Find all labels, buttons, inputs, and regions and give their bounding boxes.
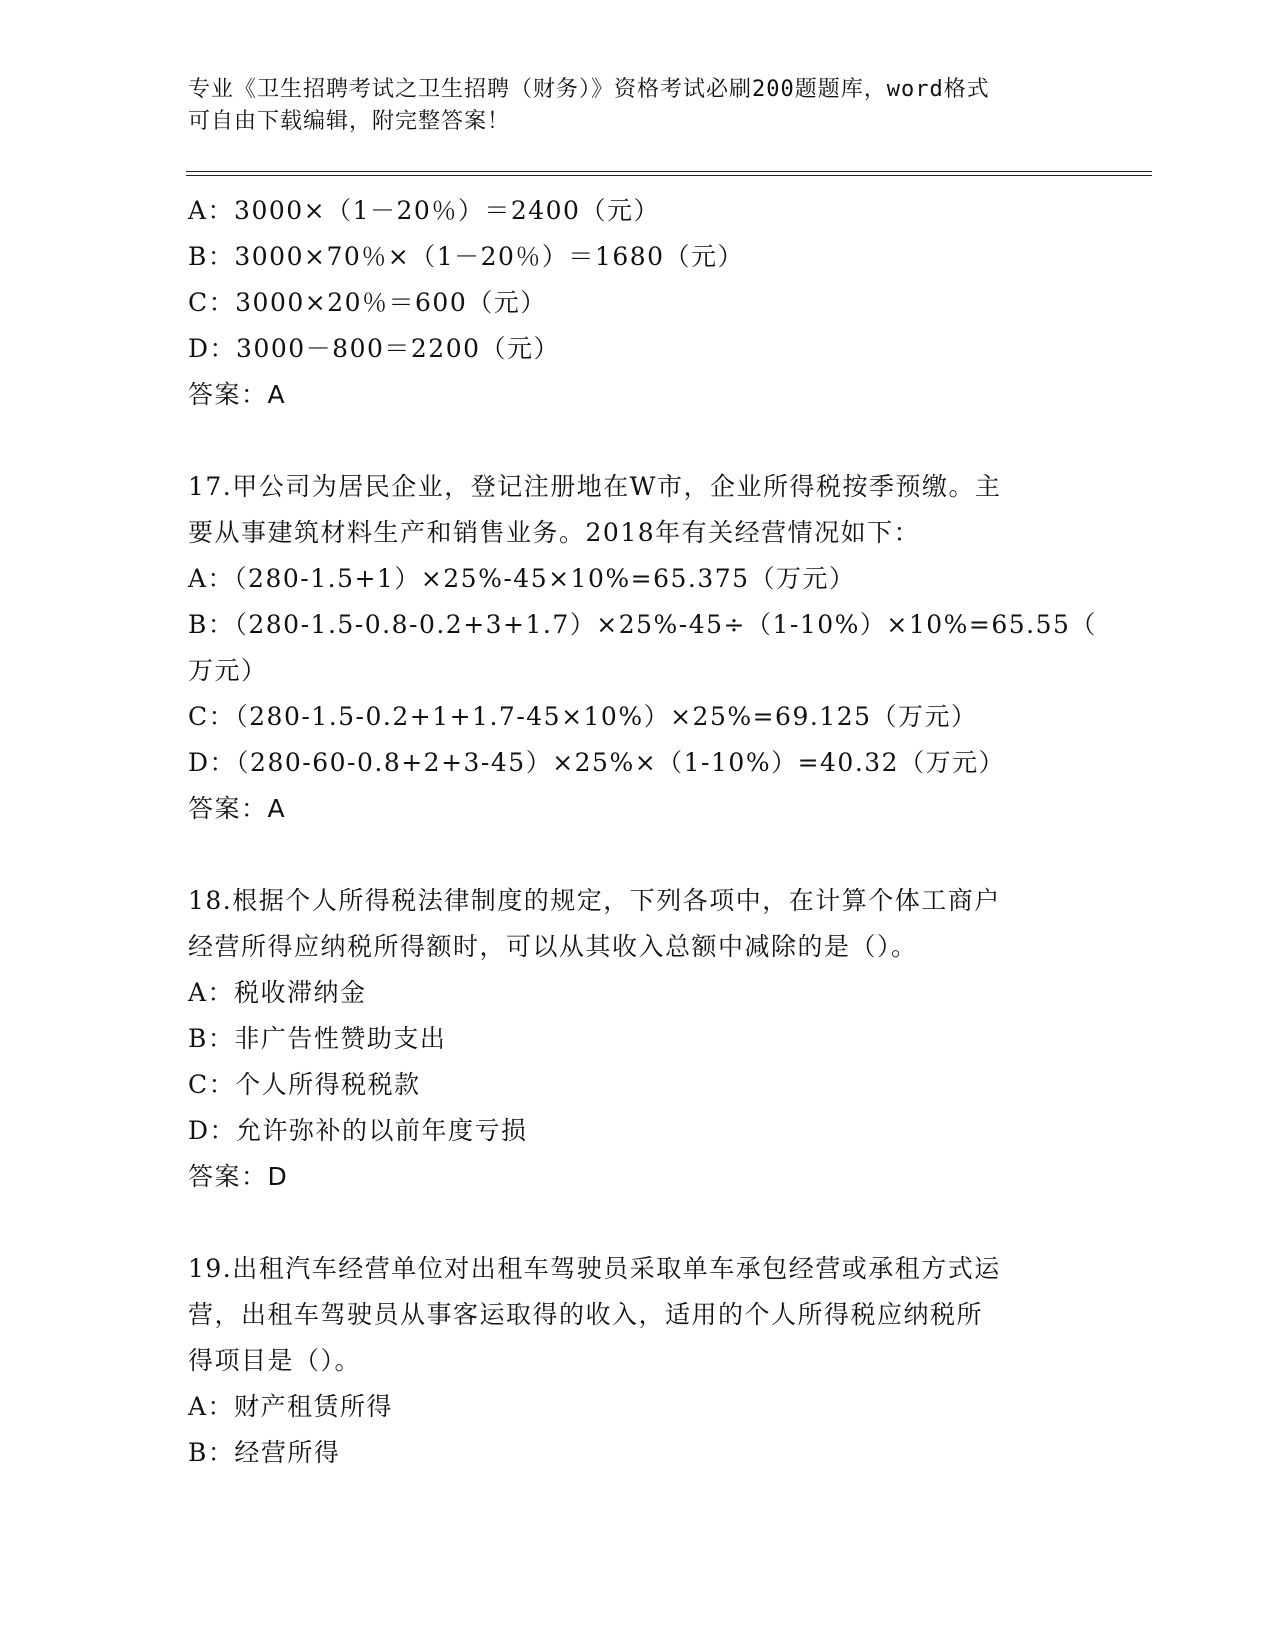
q17-option-a: A：（280-1.5+1）×25%-45×10%=65.375（万元）: [188, 564, 856, 593]
document-body: [188, 188, 1097, 1476]
q16-answer: 答案：A: [188, 380, 287, 409]
q17-stem-line-2: 要从事建筑材料生产和销售业务。2018年有关经营情况如下：: [188, 518, 921, 547]
q17-answer: 答案：A: [188, 794, 287, 823]
q16-option-c: C：3000×20％＝600（元）: [188, 288, 547, 317]
document-header: [188, 74, 1088, 138]
header-line-1: 专业《卫生招聘考试之卫生招聘（财务）》资格考试必刷200题题库，word格式: [188, 77, 990, 102]
q19-stem-line-3: 得项目是（）。: [188, 1346, 362, 1375]
spacer: [188, 418, 1088, 464]
q18-answer: 答案：D: [188, 1162, 289, 1191]
header-rule-bottom: [186, 175, 1152, 176]
spacer: [188, 1200, 1088, 1246]
q18-option-a: A：税收滞纳金: [188, 978, 367, 1007]
question-18: [188, 878, 1088, 1200]
question-19: [188, 1246, 1088, 1476]
q18-option-c: C：个人所得税税款: [188, 1070, 421, 1099]
q17-option-b-line-1: B：（280-1.5-0.8-0.2+3+1.7）×25%-45÷（1-10%）×10%=65.55（: [188, 610, 1097, 639]
q17-stem-line-1: 17.甲公司为居民企业，登记注册地在W市，企业所得税按季预缴。主: [188, 472, 1002, 501]
header-line-2: 可自由下载编辑，附完整答案！: [188, 109, 511, 134]
q16-option-b: B：3000×70％×（1－20％）＝1680（元）: [188, 242, 745, 271]
q18-stem-line-1: 18.根据个人所得税法律制度的规定，下列各项中，在计算个体工商户: [188, 886, 1001, 915]
q16-option-d: D：3000－800＝2200（元）: [188, 334, 561, 363]
spacer: [188, 832, 1088, 878]
q19-option-b: B：经营所得: [188, 1438, 341, 1467]
question-17: [188, 464, 1097, 832]
question-16: [188, 188, 1088, 418]
q17-option-b-line-2: 万元）: [188, 656, 268, 685]
q18-stem-line-2: 经营所得应纳税所得额时，可以从其收入总额中减除的是（）。: [188, 932, 918, 961]
q17-option-d: D：（280-60-0.8+2+3-45）×25%×（1-10%）=40.32（万元）: [188, 748, 1006, 777]
q19-option-a: A：财产租赁所得: [188, 1392, 394, 1421]
q18-option-b: B：非广告性赞助支出: [188, 1024, 447, 1053]
q19-stem-line-2: 营，出租车驾驶员从事客运取得的收入，适用的个人所得税应纳税所: [188, 1300, 984, 1329]
header-rule-top: [186, 171, 1152, 172]
q17-option-c: C：（280-1.5-0.2+1+1.7-45×10%）×25%=69.125（万元）: [188, 702, 978, 731]
q16-option-a: A：3000×（1－20％）＝2400（元）: [188, 196, 660, 225]
q19-stem-line-1: 19.出租汽车经营单位对出租车驾驶员采取单车承包经营或承租方式运: [188, 1254, 1001, 1283]
q18-option-d: D：允许弥补的以前年度亏损: [188, 1116, 528, 1145]
